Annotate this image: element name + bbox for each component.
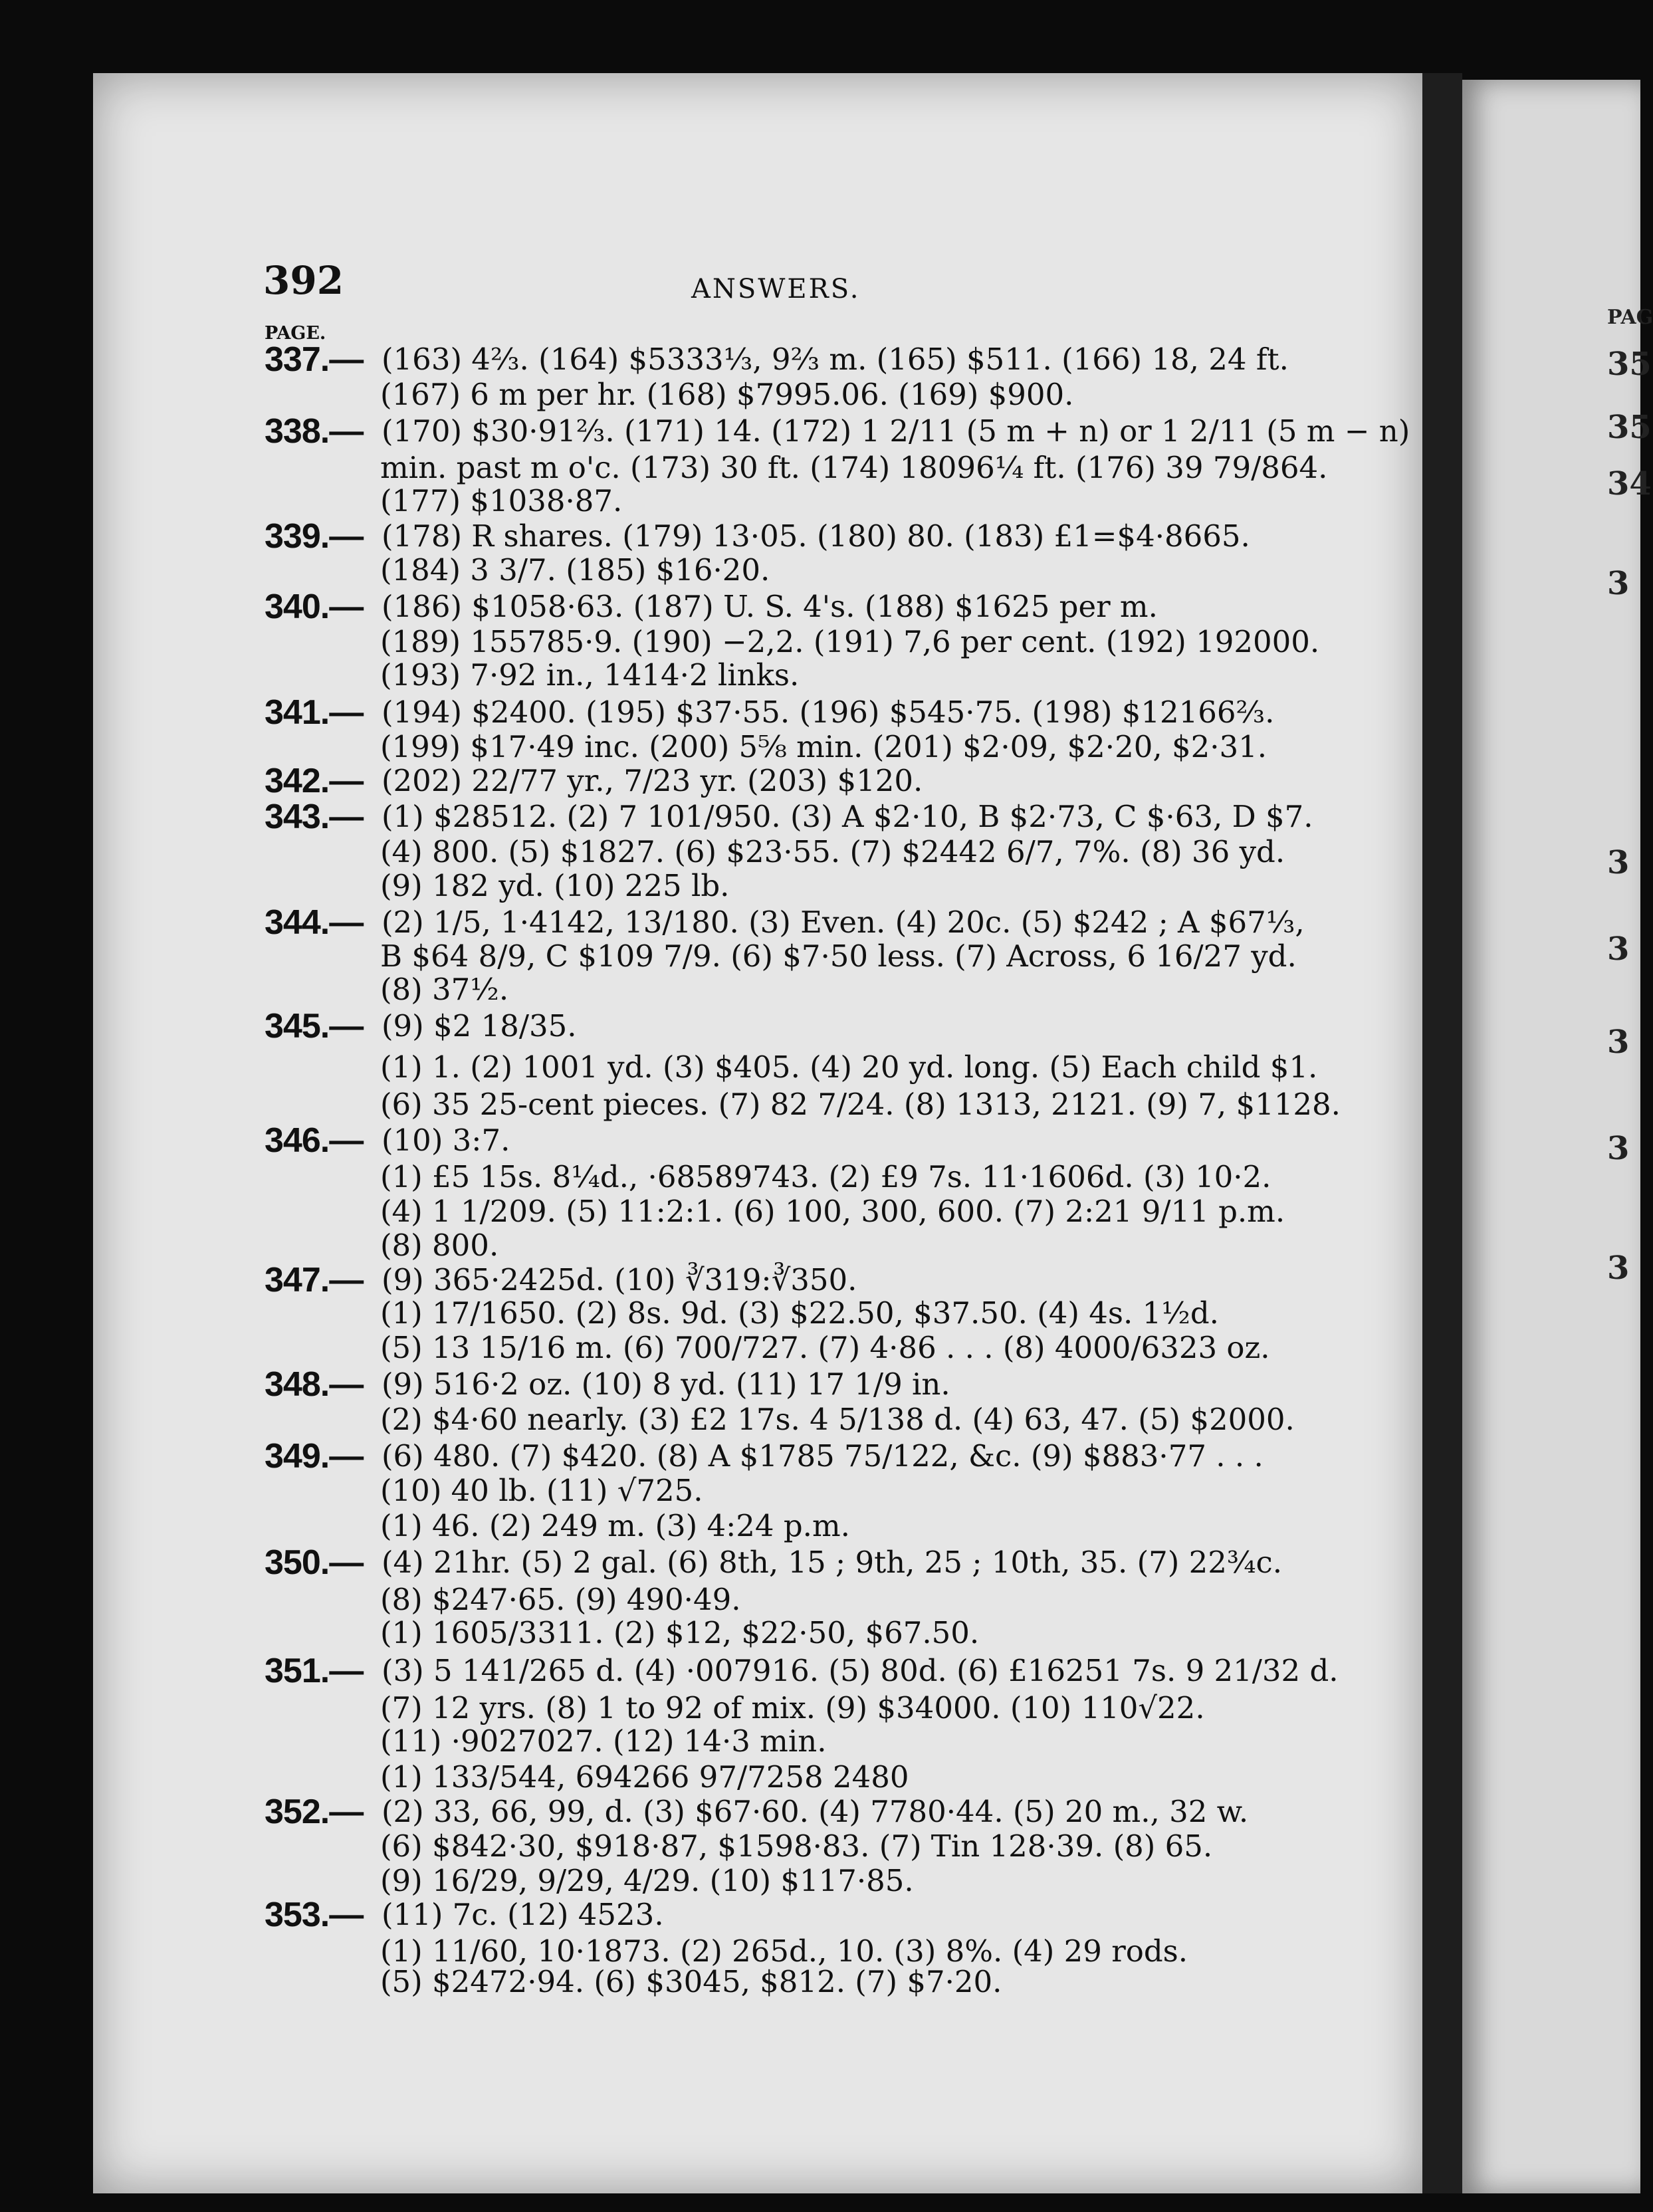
answer-text: (4) 21hr. (5) 2 gal. (6) 8th, 15 ; 9th, 25 ; 10th, 35. (7) 22¾c.: [382, 1545, 1283, 1580]
answer-text: (1) 17/1650. (2) 8s. 9d. (3) $22.50, $37.50. (4) 4s. 1½d.: [380, 1295, 1219, 1331]
facing-page-number-fragment: 3: [1607, 1130, 1630, 1167]
facing-page-number-fragment: 34: [1607, 465, 1652, 502]
page-reference: 349.—: [265, 1437, 364, 1476]
answer-text: (202) 22/77 yr., 7/23 yr. (203) $120.: [382, 763, 923, 798]
answer-text: (8) 800.: [380, 1228, 499, 1263]
answer-text: (9) 16/29, 9/29, 4/29. (10) $117·85.: [380, 1863, 914, 1898]
answer-text: (6) $842·30, $918·87, $1598·83. (7) Tin 128·39. (8) 65.: [380, 1828, 1213, 1864]
answer-text: (170) $30·91⅔. (171) 14. (172) 1 2/11 (5 m + n) or 1 2/11 (5 m − n): [382, 413, 1410, 449]
answer-text: (1) 11/60, 10·1873. (2) 265d., 10. (3) 8%. (4) 29 rods.: [380, 1934, 1188, 1969]
facing-page-number-fragment: 3: [1607, 565, 1630, 602]
facing-page-number-fragment: 35: [1607, 409, 1652, 446]
page-reference: 353.—: [265, 1896, 364, 1934]
answer-text: (11) 7c. (12) 4523.: [382, 1897, 664, 1932]
page-reference: 343.—: [265, 798, 364, 836]
answer-text: (1) 46. (2) 249 m. (3) 4:24 p.m.: [380, 1508, 850, 1543]
answer-text: (184) 3 3/7. (185) $16·20.: [380, 552, 770, 588]
answer-text: (9) 182 yd. (10) 225 lb.: [380, 868, 730, 903]
answer-text: (9) $2 18/35.: [382, 1008, 577, 1044]
page-column-label: PAGE.: [265, 323, 326, 344]
answer-text: (10) 3:7.: [382, 1123, 510, 1158]
answer-text: (11) ·9027027. (12) 14·3 min.: [380, 1723, 827, 1759]
answer-text: (1) 1605/3311. (2) $12, $22·50, $67.50.: [380, 1615, 980, 1650]
page-reference: 341.—: [265, 693, 364, 732]
answer-text: (1) $28512. (2) 7 101/950. (3) A $2·10, B $2·73, C $·63, D $7.: [382, 799, 1313, 834]
facing-page-number-fragment: 35: [1607, 346, 1652, 383]
page-reference: 337.—: [265, 340, 364, 379]
page-reference: 348.—: [265, 1365, 364, 1404]
running-head: ANSWERS.: [691, 274, 861, 304]
answer-text: (178) R shares. (179) 13·05. (180) 80. (183) £1=$4·8665.: [382, 518, 1250, 554]
answer-text: (3) 5 141/265 d. (4) ·007916. (5) 80d. (6) £16251 7s. 9 21/32 d.: [382, 1653, 1339, 1688]
answer-text: (6) 480. (7) $420. (8) A $1785 75/122, &c. (9) $883·77 . . .: [382, 1438, 1264, 1474]
page-reference: 351.—: [265, 1652, 364, 1690]
answer-text: (4) 800. (5) $1827. (6) $23·55. (7) $2442 6/7, 7%. (8) 36 yd.: [380, 834, 1285, 869]
answer-text: (7) 12 yrs. (8) 1 to 92 of mix. (9) $34000. (10) 110√22.: [380, 1690, 1205, 1725]
answer-text: min. past m o'c. (173) 30 ft. (174) 18096¼ ft. (176) 39 79/864.: [380, 450, 1328, 485]
answer-text: (6) 35 25-cent pieces. (7) 82 7/24. (8) 1313, 2121. (9) 7, $1128.: [380, 1087, 1341, 1122]
answer-text: (9) 365·2425d. (10) ∛319:∛350.: [382, 1262, 857, 1297]
page-reference: 338.—: [265, 412, 364, 451]
answer-text: (8) 37½.: [380, 972, 509, 1007]
answer-text: (199) $17·49 inc. (200) 5⅝ min. (201) $2·09, $2·20, $2·31.: [380, 729, 1267, 764]
page-reference: 352.—: [265, 1793, 364, 1831]
facing-page-number-fragment: 3: [1607, 931, 1630, 968]
answer-text: (193) 7·92 in., 1414·2 links.: [380, 657, 800, 693]
page-reference: 344.—: [265, 903, 364, 942]
answer-text: (194) $2400. (195) $37·55. (196) $545·75. (198) $12166⅔.: [382, 695, 1275, 730]
page-reference: 346.—: [265, 1121, 364, 1160]
page-reference: 342.—: [265, 762, 364, 800]
facing-page-number-fragment: 3: [1607, 1250, 1630, 1287]
answer-text: (5) 13 15/16 m. (6) 700/727. (7) 4·86 . . . (8) 4000/6323 oz.: [380, 1330, 1270, 1365]
answer-text: (1) 1. (2) 1001 yd. (3) $405. (4) 20 yd. long. (5) Each child $1.: [380, 1050, 1318, 1085]
answer-text: (5) $2472·94. (6) $3045, $812. (7) $7·20.: [380, 1964, 1002, 1999]
page-reference: 350.—: [265, 1543, 364, 1582]
answer-text: (2) 1/5, 1·4142, 13/180. (3) Even. (4) 20c. (5) $242 ; A $67⅓,: [382, 905, 1305, 940]
answer-text: (4) 1 1/209. (5) 11:2:1. (6) 100, 300, 600. (7) 2:21 9/11 p.m.: [380, 1194, 1285, 1229]
answer-text: (8) $247·65. (9) 490·49.: [380, 1582, 741, 1617]
answer-text: (167) 6 m per hr. (168) $7995.06. (169) $900.: [380, 377, 1074, 412]
page-reference: 347.—: [265, 1261, 364, 1299]
answer-text: (2) 33, 66, 99, d. (3) $67·60. (4) 7780·44. (5) 20 m., 32 w.: [382, 1794, 1249, 1829]
book-gutter: [1422, 73, 1462, 2193]
facing-page-number-fragment: PAG: [1607, 306, 1653, 329]
page-reference: 339.—: [265, 517, 364, 556]
facing-page-number-fragment: 3: [1607, 844, 1630, 881]
answer-text: (2) $4·60 nearly. (3) £2 17s. 4 5/138 d. (4) 63, 47. (5) $2000.: [380, 1402, 1295, 1437]
answer-text: (1) 133/544, 694266 97/7258 2480: [380, 1759, 909, 1795]
answer-text: (10) 40 lb. (11) √725.: [380, 1473, 703, 1508]
answer-text: (1) £5 15s. 8¼d., ·68589743. (2) £9 7s. 11·1606d. (3) 10·2.: [380, 1159, 1271, 1194]
page-number: 392: [263, 258, 344, 303]
facing-page-number-fragment: 3: [1607, 1024, 1630, 1061]
answer-text: (163) 4⅔. (164) $5333⅓, 9⅔ m. (165) $511. (166) 18, 24 ft.: [382, 342, 1289, 377]
answer-text: B $64 8/9, C $109 7/9. (6) $7·50 less. (7) Across, 6 16/27 yd.: [380, 939, 1297, 974]
page-reference: 340.—: [265, 588, 364, 626]
answer-text: (9) 516·2 oz. (10) 8 yd. (11) 17 1/9 in.: [382, 1367, 950, 1402]
page-reference: 345.—: [265, 1007, 364, 1046]
answer-text: (177) $1038·87.: [380, 483, 623, 518]
answer-text: (186) $1058·63. (187) U. S. 4's. (188) $1625 per m.: [382, 589, 1158, 624]
answer-text: (189) 155785·9. (190) −2,2. (191) 7,6 per cent. (192) 192000.: [380, 624, 1320, 659]
